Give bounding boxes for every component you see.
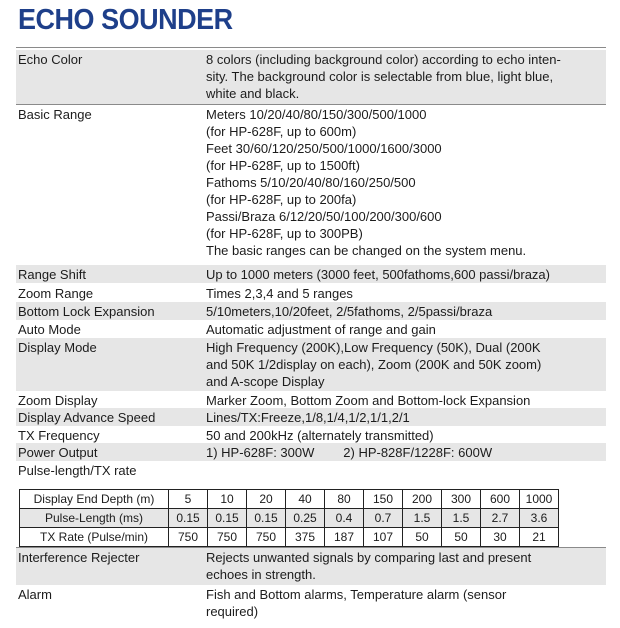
spec-value	[206, 409, 606, 426]
table-cell: 0.15	[169, 509, 208, 528]
table-cell: 0.15	[208, 509, 247, 528]
spec-label: TX Frequency	[18, 428, 100, 443]
spec-line: sity. The background color is selectable from blue, light blue,	[206, 69, 554, 84]
spec-row-zoom-range	[16, 284, 606, 302]
spec-label: Power Output	[18, 445, 98, 460]
spec-line: 5/10meters,10/20feet, 2/5fathoms, 2/5passi/braza	[206, 304, 493, 319]
table-cell: 30	[481, 528, 520, 547]
spec-row-basic-range	[16, 105, 606, 263]
table-cell: 10	[208, 490, 247, 509]
spec-line: (for HP-628F, up to 300PB)	[206, 226, 363, 241]
spec-value	[206, 51, 606, 102]
spec-row-echo-color	[16, 50, 606, 104]
spec-label: Zoom Display	[18, 393, 98, 408]
spec-label: Echo Color	[18, 52, 83, 67]
spec-line: 1) HP-628F: 300W 2) HP-828F/1228F: 600W	[206, 445, 493, 460]
table-cell: 300	[442, 490, 481, 509]
spec-label: Alarm	[18, 587, 52, 602]
spec-value	[206, 106, 606, 259]
row-header: TX Rate (Pulse/min)	[20, 528, 169, 547]
spec-line: High Frequency (200K),Low Frequency (50K), Dual (200K	[206, 340, 541, 355]
spec-label: Auto Mode	[18, 322, 81, 337]
spec-line: Times 2,3,4 and 5 ranges	[206, 286, 353, 301]
spec-row-advance-speed	[16, 408, 606, 426]
table-cell: 50	[403, 528, 442, 547]
table-row	[20, 490, 559, 509]
spec-line: required)	[206, 604, 259, 619]
spec-row-bottom-lock	[16, 302, 606, 320]
table-cell: 750	[208, 528, 247, 547]
table-cell: 1.5	[403, 509, 442, 528]
pulse-length-table	[19, 489, 559, 547]
spec-line: echoes in strength.	[206, 567, 316, 582]
spec-line: The basic ranges can be changed on the system menu.	[206, 243, 527, 258]
spec-value	[206, 303, 606, 320]
row-header: Display End Depth (m)	[20, 490, 169, 509]
spec-label: Display Mode	[18, 340, 97, 355]
spec-value	[206, 266, 606, 283]
table-cell: 200	[403, 490, 442, 509]
spec-line: Up to 1000 meters (3000 feet, 500fathoms,600 passi/braza)	[206, 267, 550, 282]
spec-row-pulse-length	[16, 461, 606, 479]
spec-row-tx-frequency	[16, 426, 606, 444]
spec-line: Fish and Bottom alarms, Temperature alarm (sensor	[206, 587, 507, 602]
table-cell: 20	[247, 490, 286, 509]
table-cell: 3.6	[520, 509, 559, 528]
spec-value	[206, 427, 606, 444]
table-cell: 80	[325, 490, 364, 509]
spec-line: Feet 30/60/120/250/500/1000/1600/3000	[206, 141, 442, 156]
spec-value	[206, 586, 606, 620]
spec-value	[206, 285, 606, 302]
spec-line: Fathoms 5/10/20/40/80/160/250/500	[206, 175, 416, 190]
table-cell: 50	[442, 528, 481, 547]
table-cell: 375	[286, 528, 325, 547]
spec-line: Lines/TX:Freeze,1/8,1/4,1/2,1/1,2/1	[206, 410, 410, 425]
spec-label: Display Advance Speed	[18, 410, 156, 425]
spec-row-display-mode	[16, 338, 606, 391]
table-cell: 0.4	[325, 509, 364, 528]
table-cell: 187	[325, 528, 364, 547]
spec-value	[206, 321, 606, 338]
row-header: Pulse-Length (ms)	[20, 509, 169, 528]
spec-line: white and black.	[206, 86, 300, 101]
spec-line: Meters 10/20/40/80/150/300/500/1000	[206, 107, 427, 122]
spec-value	[206, 444, 606, 461]
table-cell: 40	[286, 490, 325, 509]
spec-line: Rejects unwanted signals by comparing last and present	[206, 550, 532, 565]
spec-line: (for HP-628F, up to 1500ft)	[206, 158, 360, 173]
spec-label: Range Shift	[18, 267, 86, 282]
spec-label: Interference Rejecter	[18, 550, 140, 565]
table-cell: 1000	[520, 490, 559, 509]
spec-line: Marker Zoom, Bottom Zoom and Bottom-lock Expansion	[206, 393, 531, 408]
table-cell: 750	[247, 528, 286, 547]
spec-row-alarm	[16, 585, 606, 623]
table-cell: 0.25	[286, 509, 325, 528]
table-cell: 0.15	[247, 509, 286, 528]
spec-line: 50 and 200kHz (alternately transmitted)	[206, 428, 434, 443]
spec-value	[206, 549, 606, 583]
spec-line: Passi/Braza 6/12/20/50/100/200/300/600	[206, 209, 442, 224]
table-cell: 0.7	[364, 509, 403, 528]
spec-label: Pulse-length/TX rate	[18, 463, 137, 478]
table-cell: 600	[481, 490, 520, 509]
table-cell: 5	[169, 490, 208, 509]
spec-label: Bottom Lock Expansion	[18, 304, 155, 319]
spec-row-zoom-display	[16, 391, 606, 409]
spec-line: 8 colors (including background color) according to echo inten-	[206, 52, 561, 67]
spec-row-power-output	[16, 443, 606, 461]
page-title: ECHO SOUNDER	[18, 4, 233, 36]
spec-line: and A-scope Display	[206, 374, 325, 389]
spec-line: Automatic adjustment of range and gain	[206, 322, 436, 337]
table-cell: 750	[169, 528, 208, 547]
spec-line: (for HP-628F, up to 600m)	[206, 124, 357, 139]
table-cell: 107	[364, 528, 403, 547]
spec-row-interference-rejecter	[16, 548, 606, 585]
table-cell: 150	[364, 490, 403, 509]
table-cell: 1.5	[442, 509, 481, 528]
table-cell: 2.7	[481, 509, 520, 528]
spec-line: (for HP-628F, up to 200fa)	[206, 192, 357, 207]
table-row	[20, 509, 559, 528]
table-cell: 21	[520, 528, 559, 547]
spec-row-range-shift	[16, 265, 606, 283]
spec-label: Zoom Range	[18, 286, 94, 301]
top-divider	[16, 47, 606, 48]
spec-label: Basic Range	[18, 107, 92, 122]
spec-line: and 50K 1/2display on each), Zoom (200K and 50K zoom)	[206, 357, 542, 372]
spec-value	[206, 392, 606, 409]
spec-value	[206, 339, 606, 390]
spec-row-auto-mode	[16, 320, 606, 338]
table-row	[20, 528, 559, 547]
